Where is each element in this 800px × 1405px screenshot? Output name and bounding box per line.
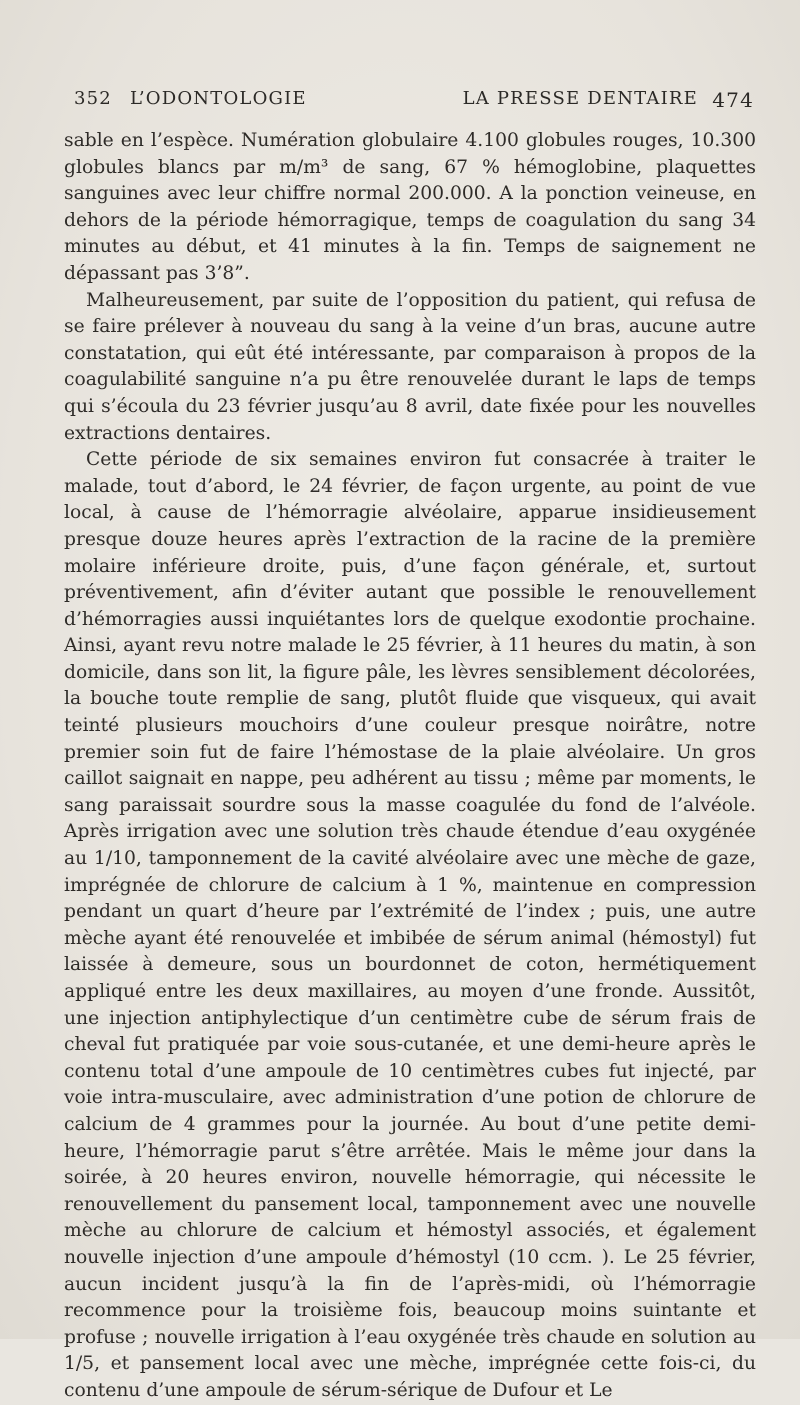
running-header [74,88,754,118]
body-text [64,128,756,1405]
paragraph: Malheureusement, par suite de l’opposition du patient, qui refusa de se faire prélever à nouveau du sang à la veine d’un bras, aucune autre constatation, qui eût été intéressante, par comparaison à propos de la coagulabilité sanguine n’a pu être renouvelée durant le laps de temps qui s’écoula du 23 février jusqu’au 8 avril, date fixée pour les nouvelles extractions dentaires. [64,289,756,444]
page-number-left: 352 [74,88,112,109]
paragraph: Cette période de six semaines environ fut consacrée à traiter le malade, tout d’abord, le 24 février, de façon urgente, au point de vue local, à cause de l’hémorragie alvéolaire, apparue insidieusement presque douze heures après l’extraction de la racine de la première molaire inférieure droite, puis, d’une façon générale, et, surtout préventivement, afin d’éviter autant que possible le renouvellement d’hémorragies aussi inquiétantes lors de quelque exodontie prochaine. Ainsi, ayant revu notre malade le 25 février, à 11 heures du matin, à son domicile, dans son lit, la figure pâle, les lèvres sensiblement décolorées, la bouche toute remplie de sang, plutôt fluide que visqueux, qui avait teinté plusieurs mouchoirs d’une couleur presque noirâtre, notre premier soin fut de faire l’hémostase de la plaie alvéolaire. Un gros caillot saignait en nappe, peu adhérent au tissu ; même par moments, le sang paraissait sourdre sous la masse coagulée du fond de l’alvéole. Après irrigation avec une solution très chaude étendue d’eau oxygénée au 1/10, tamponnement de la cavité alvéolaire avec une mèche de gaze, imprégnée de chlorure de calcium à 1 %, maintenue en compression pendant un quart d’heure par l’extrémité de l’index ; puis, une autre mèche ayant été renouvelée et imbibée de sérum animal (hémostyl) fut laissée à demeure, sous un bourdonnet de coton, hermétiquement appliqué entre les deux maxillaires, au moyen d’une fronde. Aussitôt, une injection antiphylectique d’un centimètre cube de sérum frais de cheval fut pratiquée par voie sous-cutanée, et une demi-heure après le contenu total d’une ampoule de 10 centimètres cubes fut injecté, par voie intra-musculaire, avec administration d’une potion de chlorure de calcium de 4 grammes pour la journée. Au bout d’une petite demi-heure, l’hémorragie parut s’être arrêtée. Mais le même jour dans la soirée, à 20 heures environ, nouvelle hémorragie, qui nécessite le renouvellement du pansement local, tamponnement avec une nouvelle mèche au chlorure de calcium et hémostyl associés, et également nouvelle injection d’une ampoule d’hémostyl (10 ccm. ). Le 25 février, aucun incident jusqu’à la fin de l’après-midi, où l’hémorragie recommence pour la troisième fois, beaucoup moins suintante et profuse ; nouvelle irrigation à l’eau oxygénée très chaude en solution au 1/5, et pansement local avec une mèche, imprégnée cette fois-ci, du contenu d’une ampoule de sérum-sérique de Dufour et Le [64,449,756,1401]
paragraph: sable en l’espèce. Numération globulaire 4.100 globules rouges, 10.300 globules blancs par m/m³ de sang, 67 % hémoglobine, plaquettes sanguines avec leur chiffre normal 200.000. A la ponction veineuse, en dehors de la période hémorragique, temps de coagulation du sang 34 minutes au début, et 41 minutes à la fin. Temps de saignement ne dépassant pas 3’8”. [64,130,756,284]
page-number-right: 474 [712,88,754,112]
section-title: LA PRESSE DENTAIRE [462,88,698,109]
running-title: L’ODONTOLOGIE [130,88,307,109]
